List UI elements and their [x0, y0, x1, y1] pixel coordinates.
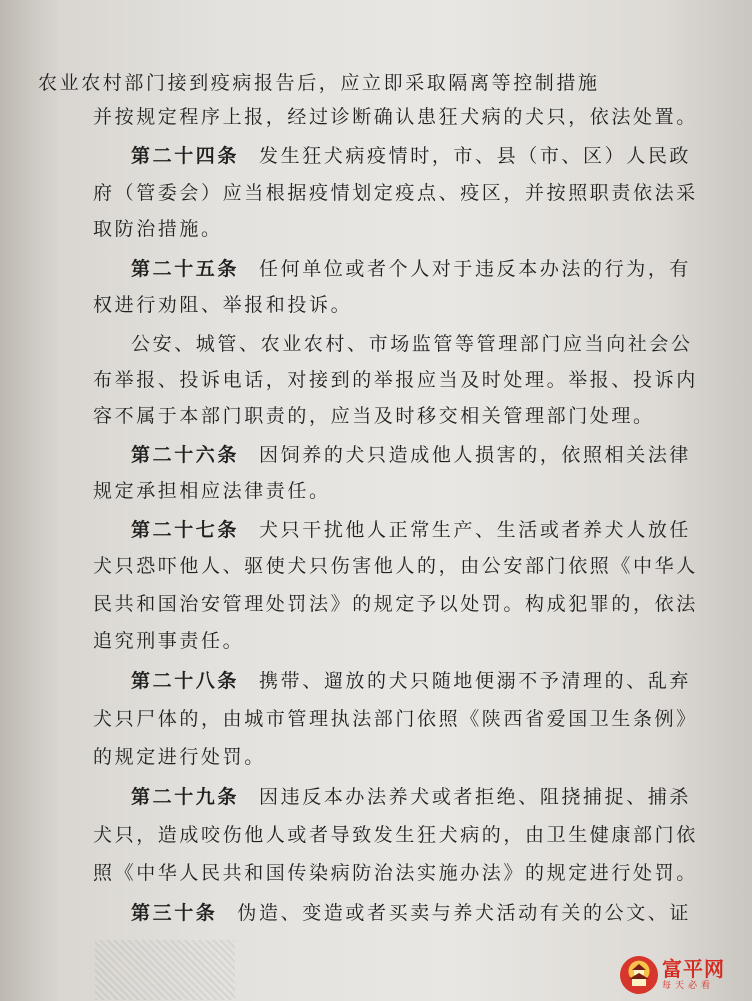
text-line: 布举报、投诉电话，对接到的举报应当及时处理。举报、投诉内 — [93, 369, 698, 391]
article-line — [93, 517, 691, 543]
article-line — [93, 256, 691, 282]
site-watermark — [620, 955, 748, 995]
text-line: 容不属于本部门职责的，应当及时移交相关管理部门处理。 — [93, 405, 655, 427]
article-number: 第二十六条 — [131, 444, 240, 466]
text-line: 的规定进行处罚。 — [93, 746, 266, 768]
text-line: 公安、城管、农业农村、市场监管等管理部门应当向社会公 — [131, 333, 693, 355]
bleed-through-stamp — [95, 940, 235, 1000]
text-line: 府（管委会）应当根据疫情划定疫点、疫区，并按照职责依法采 — [93, 182, 698, 204]
article-number: 第二十九条 — [131, 786, 240, 808]
text-line: 犬只恐吓他人、驱使犬只伤害他人的，由公安部门依照《中华人 — [93, 555, 698, 577]
article-line — [93, 784, 691, 810]
article-line — [93, 143, 691, 169]
text-line: 追究刑事责任。 — [93, 630, 245, 652]
text-line: 伪造、变造或者买卖与养犬活动有关的公文、证 — [237, 902, 692, 924]
article-number: 第二十五条 — [131, 258, 240, 280]
article-number: 第二十四条 — [131, 145, 240, 167]
text-line: 因饲养的犬只造成他人损害的，依照相关法律 — [259, 444, 692, 466]
text-line: 农业农村部门接到疫病报告后，应立即采取隔离等控制措施 — [38, 72, 600, 94]
text-line: 犬只干扰他人正常生产、生活或者养犬人放任 — [259, 519, 692, 541]
article-number: 第二十八条 — [131, 670, 240, 692]
text-line: 并按规定程序上报，经过诊断确认患狂犬病的犬只，依法处置。 — [93, 106, 698, 128]
text-line: 规定承担相应法律责任。 — [93, 480, 331, 502]
article-line — [93, 442, 691, 468]
text-line: 任何单位或者个人对于违反本办法的行为，有 — [259, 258, 692, 280]
article-number: 第二十七条 — [131, 519, 240, 541]
text-line: 因违反本办法养犬或者拒绝、阻挠捕捉、捕杀 — [259, 786, 692, 808]
text-line: 发生狂犬病疫情时，市、县（市、区）人民政 — [259, 145, 692, 167]
text-line: 权进行劝阻、举报和投诉。 — [93, 294, 353, 316]
article-number: 第三十条 — [131, 902, 218, 924]
text-line: 民共和国治安管理处罚法》的规定予以处罚。构成犯罪的，依法 — [93, 593, 698, 615]
article-line — [93, 900, 691, 926]
text-line: 犬只尸体的，由城市管理执法部门依照《陕西省爱国卫生条例》 — [93, 708, 698, 730]
pagoda-logo-icon — [620, 956, 658, 994]
text-line: 取防治措施。 — [93, 218, 223, 240]
text-line: 照《中华人民共和国传染病防治法实施办法》的规定进行处罚。 — [93, 862, 698, 884]
article-line — [93, 668, 691, 694]
text-line: 携带、遛放的犬只随地便溺不予清理的、乱弃 — [259, 670, 692, 692]
watermark-slogan: 每天必看 — [662, 981, 715, 991]
watermark-name: 富平网 — [662, 957, 725, 981]
text-line: 犬只，造成咬伤他人或者导致发生狂犬病的，由卫生健康部门依 — [93, 824, 698, 846]
